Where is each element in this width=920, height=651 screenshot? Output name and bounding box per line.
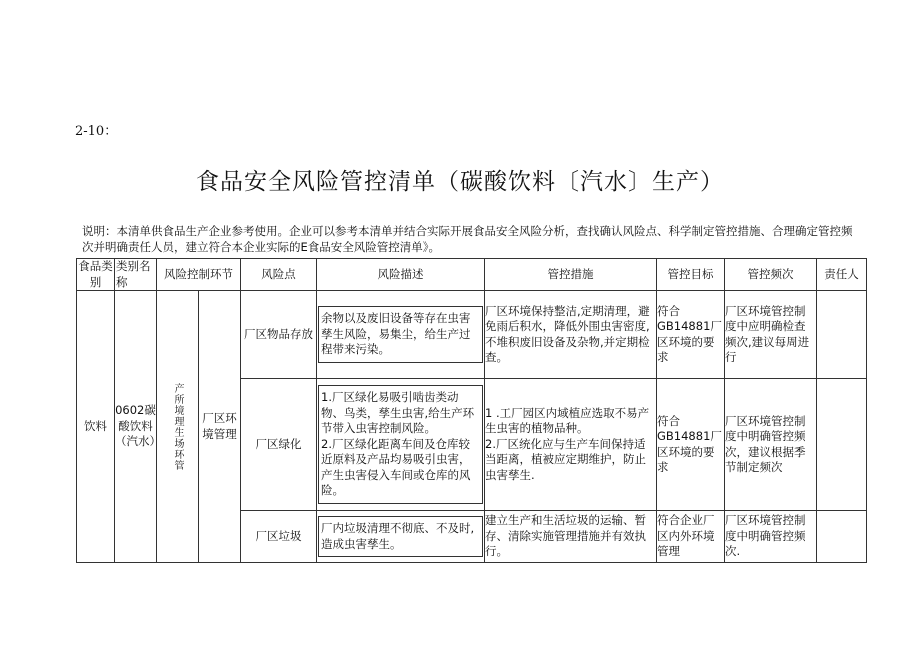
table-row — [77, 291, 867, 379]
cell-risk-point: 厂区绿化 — [241, 379, 317, 511]
cell-control-measures: 1 .工厂园区内域植应选取不易产生虫害的植物品种。 2.厂区统化应与生产车间保持适当距离，植被应定期维护，防止虫害孳生. — [485, 379, 657, 511]
cell-control-measures: 厂区环境保持整洁,定期清理，避免雨后积水，降低外围虫害密度,不堆积废旧设备及杂物,并定期检查。 — [485, 291, 657, 379]
cell-sub-stage: 厂区环境管理 — [199, 291, 241, 563]
stage-vertical-text: 产所境理生场环管 — [172, 382, 183, 471]
cell-risk-point: 厂区物品存放 — [241, 291, 317, 379]
table-header-row — [77, 259, 867, 291]
header-control-frequency: 管控频次 — [725, 259, 817, 291]
cell-control-target: 符合企业厂区内外环境管理 — [657, 511, 725, 563]
risk-control-table — [76, 258, 867, 563]
header-control-stage: 风险控制环节 — [157, 259, 241, 291]
cell-control-frequency: 厂区环境管控制度中明确管控频次，建议根据季节制定频次 — [725, 379, 817, 511]
header-control-target: 管控目标 — [657, 259, 725, 291]
cell-risk-description — [317, 291, 485, 379]
document-number: 2-10： — [75, 124, 118, 139]
cell-responsible — [817, 291, 867, 379]
document-title: 食品安全风险管控清单（碳酸饮料〔汽水〕生产） — [196, 169, 724, 195]
cell-category-name: 0602碳酸饮料（汽水） — [115, 291, 157, 563]
header-food-category: 食品类别 — [78, 259, 113, 289]
header-control-measures: 管控措施 — [485, 259, 657, 291]
cell-control-target: 符合GB14881厂区环境的要求 — [657, 379, 725, 511]
header-category-name: 类别名称 — [115, 259, 157, 291]
risk-description-text: 厂内垃圾清理不彻底、不及时,造成虫害孳生。 — [318, 516, 483, 557]
cell-control-frequency: 厂区环境管控制度中应明确检查频次,建议每周进行 — [725, 291, 817, 379]
cell-responsible — [817, 379, 867, 511]
cell-risk-description — [317, 511, 485, 563]
cell-responsible — [817, 511, 867, 563]
risk-description-text: 余物以及废旧设备等存在虫害孳生风险，易集尘，给生产过程带来污染。 — [318, 306, 483, 363]
cell-control-measures: 建立生产和生活垃圾的运输、暂存、清除实施管理措施并有效执行。 — [485, 511, 657, 563]
header-responsible: 责任人 — [817, 259, 867, 291]
cell-stage-vertical — [157, 291, 199, 563]
cell-control-target: 符合GB14881厂区环境的要求 — [657, 291, 725, 379]
risk-description-text: 1.厂区绿化易吸引啮齿类动物、鸟类，孳生虫害,给生产环节带入虫害控制风险。 2.厂区绿化距离车间及仓库较近原料及产品均易吸引虫害，产生虫害侵入车间或仓库的风险。 — [318, 385, 483, 504]
header-risk-point: 风险点 — [241, 259, 317, 291]
explanation-note: 说明：本清单供食品生产企业参考使用。企业可以参考本清单并结合实际开展食品安全风险分析，查找确认风险点、科学制定管控措施、合理确定管控频次并明确责任人员，建立符合本企业实际的E食品安全风险管控清单》。 — [82, 224, 853, 254]
header-risk-description: 风险描述 — [317, 259, 485, 291]
cell-risk-description — [317, 379, 485, 511]
cell-food-category: 饮料 — [77, 291, 115, 563]
cell-control-frequency: 厂区环境管控制度中明确管控频次. — [725, 511, 817, 563]
cell-risk-point: 厂区垃圾 — [241, 511, 317, 563]
